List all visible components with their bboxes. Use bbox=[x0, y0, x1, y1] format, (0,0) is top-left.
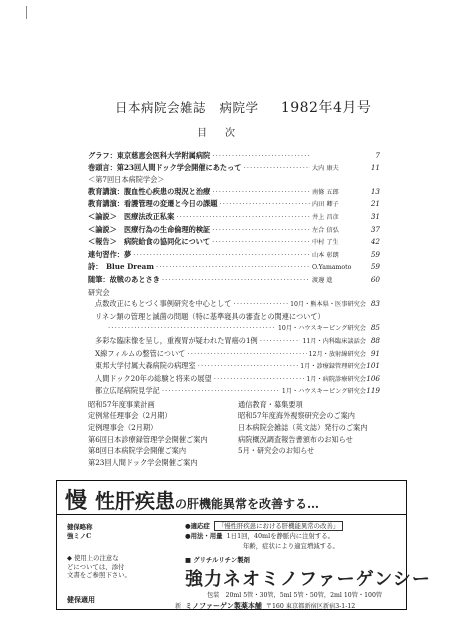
toc-row bbox=[88, 298, 380, 311]
ad-headline-main: 性肝疾患 bbox=[95, 489, 176, 513]
toc-title: 随筆：故戦のあとさき bbox=[88, 274, 160, 284]
toc-page: 59 bbox=[370, 249, 380, 259]
toc-author: 1月・病院診療研究会 bbox=[306, 375, 366, 383]
ad-note-line: どについては、添付 bbox=[67, 562, 125, 571]
toc-row bbox=[88, 186, 380, 199]
toc-page: 83 bbox=[370, 299, 380, 309]
toc-row bbox=[88, 373, 380, 386]
toc-page: 85 bbox=[370, 323, 380, 333]
toc-author: 左合 信弘 bbox=[312, 226, 339, 234]
notice-item: 定例理事会（2月期） bbox=[88, 423, 158, 433]
toc-row bbox=[88, 162, 380, 175]
ad-indications bbox=[185, 521, 400, 551]
toc-row bbox=[88, 224, 380, 237]
contents-title: 目次 bbox=[197, 128, 253, 139]
ad-headline-tail: の肝機能異常を改善する… bbox=[175, 497, 320, 511]
toc-title: 多彩な臨床像を呈し，重複胃が疑われた胃癌の1例 bbox=[95, 335, 258, 345]
notices-right-column bbox=[238, 399, 380, 469]
ad-company bbox=[175, 601, 355, 611]
toc-title: 都立広尾病院見学記 bbox=[95, 386, 160, 396]
toc-leader bbox=[219, 198, 310, 210]
journal-issue: 1982年4月号 bbox=[280, 100, 372, 116]
notice-item: 第6回日本診療録管理学会開催ご案内 bbox=[88, 434, 208, 444]
toc-row bbox=[88, 348, 380, 361]
toc-title: グラフ：東京慈恵会医科大学附属病院 bbox=[88, 151, 211, 160]
toc-title: ＜論説＞ 医療行為の生命倫理的検証 bbox=[88, 224, 211, 234]
notice-item bbox=[238, 457, 380, 469]
toc-author: 12月・放射線研究会 bbox=[308, 350, 366, 358]
toc-row bbox=[88, 261, 380, 274]
toc-author: 11月・内科臨床談話会 bbox=[302, 337, 366, 345]
margin-mark bbox=[26, 6, 27, 19]
toc-page: 59 bbox=[370, 262, 380, 272]
toc-page: 119 bbox=[366, 386, 380, 396]
ad-divider bbox=[57, 514, 406, 515]
notices-left-column bbox=[88, 399, 238, 469]
toc-row bbox=[88, 249, 380, 262]
ad-insurance-title: 健保略称 bbox=[67, 523, 93, 531]
toc-author: 内田 卿子 bbox=[312, 201, 339, 209]
notice-item: 定例常任理事会（2月期） bbox=[88, 411, 172, 421]
toc-page: 60 bbox=[370, 274, 380, 284]
toc-leader bbox=[133, 249, 310, 261]
toc-page: 88 bbox=[370, 335, 380, 345]
advertisement bbox=[56, 480, 431, 610]
toc-row bbox=[88, 236, 380, 249]
ad-coverage: 健保適用 bbox=[67, 595, 95, 604]
ad-insurance-abbrev: 強ミノC bbox=[67, 531, 92, 540]
toc-leader bbox=[187, 348, 306, 360]
toc-author: 中村 了生 bbox=[312, 239, 339, 247]
toc-page: 42 bbox=[370, 237, 380, 247]
toc-author: 大内 康夫 bbox=[312, 164, 339, 172]
ad-indication-text: 「慢性肝疾患における肝機能異常の改善」 bbox=[214, 521, 343, 531]
toc-title: ＜論説＞ 医療法改正私案 bbox=[88, 211, 175, 221]
ad-product-name: 強力ネオミノファーゲンシー bbox=[185, 569, 431, 590]
notice-item: 昭和57年度事業計画 bbox=[88, 399, 155, 409]
toc-heading: リネン類の管理と滅菌の問題（特に基準寝具の審査との関連について） bbox=[95, 311, 325, 321]
toc-leader bbox=[260, 335, 301, 347]
notice-item: 第23回人間ドック学会開催ご案内 bbox=[88, 457, 198, 467]
toc-leader bbox=[176, 211, 310, 223]
toc-page: 21 bbox=[370, 199, 380, 209]
toc-page: 101 bbox=[366, 361, 380, 371]
ad-company-prefix: 新 bbox=[175, 603, 182, 610]
ad-note-line: 文書をご参照下さい。 bbox=[67, 571, 131, 580]
toc-page: 7 bbox=[375, 151, 380, 160]
toc-leader bbox=[162, 274, 310, 286]
toc-title: 点数改正にもとづく事例研究を中心として bbox=[95, 299, 232, 309]
toc-title: X線フィルムの整管について bbox=[95, 348, 186, 358]
toc-page: 91 bbox=[370, 348, 380, 358]
toc-leader bbox=[233, 298, 288, 310]
toc-title: 連句習作：夢 bbox=[88, 249, 132, 259]
journal-title: 日本病院会雑誌 bbox=[115, 100, 207, 115]
notice-item: 第8回日本病院学会開催ご案内 bbox=[88, 446, 187, 456]
toc-heading: 研究会 bbox=[88, 287, 110, 297]
toc-title: 巻頭言：第23回人間ドック学会開催にあたって bbox=[88, 162, 242, 172]
toc-row bbox=[88, 322, 380, 335]
toc-title: 東邦大学付属大森病院の病理室 bbox=[95, 361, 196, 371]
toc-row bbox=[88, 174, 380, 186]
ad-dosage-note: 年齢，症状により適宜増減する。 bbox=[243, 542, 339, 550]
toc-page: 11 bbox=[370, 162, 380, 172]
ad-dosage-text: 1日1回，40mlを静脈内に注射する。 bbox=[226, 532, 335, 540]
toc-row bbox=[88, 311, 380, 323]
ad-company-name: ミノファーゲン製薬本舗 bbox=[185, 601, 262, 610]
ad-note-line: ◆ 使用上の注意な bbox=[67, 554, 119, 562]
toc-author: 山本 彰朗 bbox=[312, 251, 339, 259]
toc-leader bbox=[243, 162, 310, 174]
toc-leader bbox=[162, 385, 280, 397]
table-of-contents bbox=[88, 150, 380, 468]
toc-page: 31 bbox=[370, 211, 380, 221]
toc-row bbox=[88, 150, 380, 162]
toc-title: 人間ドック20年の総験と将来の展望 bbox=[95, 373, 212, 383]
ad-packaging: 包装 20ml 5管・30管，5ml 5管・50管，2ml 10管・100管 bbox=[207, 592, 383, 599]
toc-leader bbox=[212, 186, 310, 198]
toc-leader bbox=[214, 373, 305, 385]
toc-title: 詩： Blue Dream bbox=[88, 262, 154, 272]
notice-item: 日本病院会雑誌（英文誌）発行のご案内 bbox=[238, 423, 368, 433]
notice-item: 昭和57年度海外視察研究会のご案内 bbox=[238, 411, 355, 421]
notice-item: 5月・研究会のお知らせ bbox=[238, 446, 315, 456]
toc-title: 教育講演：看護管理の変遷と今日の課題 bbox=[88, 199, 218, 209]
notice-item: 病院概況調査報告書頒布のお知らせ bbox=[238, 434, 353, 444]
journal-section: 病院学 bbox=[219, 100, 259, 115]
toc-leader bbox=[108, 322, 276, 334]
toc-row bbox=[88, 274, 380, 287]
notices bbox=[88, 399, 380, 469]
toc-row bbox=[88, 198, 380, 211]
ad-dosage-label: ●用法・用量 bbox=[185, 532, 223, 540]
toc-leader bbox=[212, 150, 310, 162]
toc-row bbox=[88, 211, 380, 224]
toc-author: 10月・ハウスキーピング研究会 bbox=[277, 325, 366, 333]
toc-author: 10月・熊本県・医事研究会 bbox=[290, 301, 366, 309]
toc-leader bbox=[198, 360, 299, 372]
toc-page: 37 bbox=[370, 224, 380, 234]
toc-row bbox=[88, 335, 380, 348]
ad-indication-label: ●適応症 bbox=[185, 522, 210, 530]
toc-row bbox=[88, 385, 380, 398]
toc-author: 南條 五郎 bbox=[312, 188, 339, 196]
ad-product-category: ■ グリチルリチン製剤 bbox=[185, 556, 250, 564]
ad-headline-kanji: 慢 bbox=[65, 488, 88, 514]
toc-title: 教育講演：腹血性心疾患の現況と治療 bbox=[88, 186, 211, 196]
ad-headline bbox=[65, 484, 319, 515]
toc-leader bbox=[212, 236, 310, 248]
toc-heading: ＜第7回日本病院学会＞ bbox=[88, 175, 165, 185]
toc-leader bbox=[156, 261, 310, 273]
toc-page: 13 bbox=[370, 186, 380, 196]
toc-leader bbox=[212, 224, 310, 236]
toc-author: 1月・診療録管理研究会 bbox=[300, 363, 366, 371]
toc-list bbox=[88, 150, 380, 398]
toc-author: 井上 昌彦 bbox=[312, 213, 339, 221]
toc-author: O.Yamamoto bbox=[312, 264, 352, 272]
ad-insurance-label bbox=[67, 523, 93, 540]
toc-page: 106 bbox=[366, 373, 380, 383]
toc-row bbox=[88, 287, 380, 299]
toc-author: 渡邊 進 bbox=[312, 276, 333, 284]
journal-header bbox=[115, 97, 371, 117]
toc-author: 1月・ハウスキーピング研究会 bbox=[281, 388, 366, 396]
toc-row bbox=[88, 360, 380, 373]
ad-usage-note bbox=[67, 554, 131, 580]
ad-company-address: 〒160 東京都新宿区新宿3-1-12 bbox=[265, 603, 356, 610]
notice-item: 通信教育・募集要項 bbox=[238, 399, 303, 409]
toc-title: ＜報告＞ 病院給食の協同化について bbox=[88, 237, 211, 247]
